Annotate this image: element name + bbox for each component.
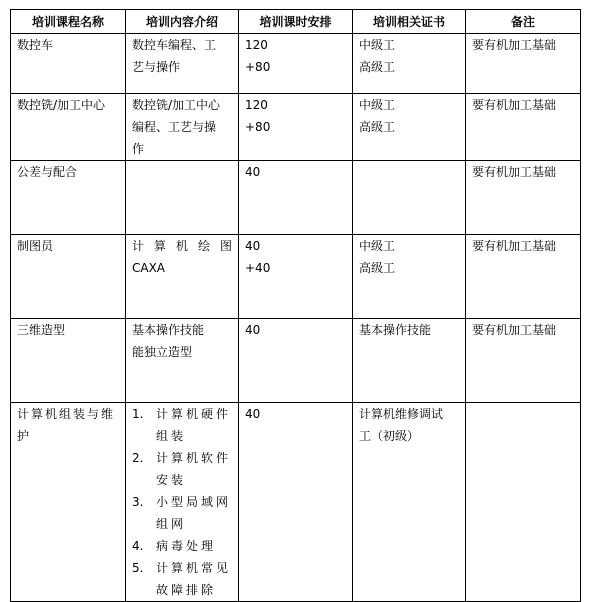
course-name-cell [11, 403, 126, 602]
table-row [11, 235, 581, 319]
course-name-cell [11, 319, 126, 403]
notes-cell [466, 34, 581, 94]
hours-line: +80 [245, 60, 271, 74]
course-name-cell [11, 161, 126, 235]
list-line: 病毒处理 [156, 539, 217, 553]
course-name: 护 [17, 429, 30, 443]
list-line: 计算机常见 [156, 561, 232, 575]
content-line: 数控车编程、工 [132, 38, 217, 52]
hours-line: 40 [245, 165, 261, 179]
list-number: 4. [132, 539, 144, 553]
content-line: 基本操作技能 [132, 323, 205, 337]
certificate-line: 中级工 [359, 239, 396, 253]
list-item [132, 403, 232, 447]
header-course-name: 培训课程名称 [11, 10, 126, 34]
hours-cell [239, 319, 353, 403]
course-name-cell [11, 94, 126, 161]
notes-line: 要有机加工基础 [472, 165, 557, 179]
certificate-line: 基本操作技能 [359, 323, 432, 337]
hours-cell [239, 403, 353, 602]
header-certificate: 培训相关证书 [353, 10, 466, 34]
content-line [132, 235, 232, 257]
hours-line: 120 [245, 98, 268, 112]
header-content: 培训内容介绍 [126, 10, 239, 34]
notes-line: 要有机加工基础 [472, 98, 557, 112]
certificate-cell [353, 94, 466, 161]
content-cell [126, 403, 239, 602]
table-row [11, 161, 581, 235]
table-row [11, 403, 581, 602]
certificate-cell [353, 319, 466, 403]
training-course-table [10, 9, 581, 602]
list-line: 计算机硬件 [156, 407, 232, 421]
course-name: 数控铣/加工中心 [17, 98, 106, 112]
table-row [11, 34, 581, 94]
content-cell [126, 319, 239, 403]
content-word: 机 [175, 239, 188, 253]
list-item [132, 447, 232, 491]
content-line: 编程、工艺与操 [132, 120, 217, 134]
hours-line: +80 [245, 120, 271, 134]
certificate-line: 中级工 [359, 98, 396, 112]
hours-cell [239, 94, 353, 161]
list-number: 5. [132, 561, 144, 575]
list-number: 1. [132, 407, 144, 421]
certificate-line: 高级工 [359, 120, 396, 134]
notes-line: 要有机加工基础 [472, 38, 557, 52]
course-name: 数控车 [17, 38, 54, 52]
list-line: 组装 [156, 429, 187, 443]
notes-cell [466, 403, 581, 602]
certificate-cell [353, 403, 466, 602]
content-cell [126, 94, 239, 161]
list-line: 组网 [156, 517, 187, 531]
content-cell [126, 235, 239, 319]
hours-cell [239, 235, 353, 319]
content-word: 计 [132, 239, 145, 253]
content-line: 数控铣/加工中心 [132, 98, 221, 112]
hours-cell [239, 161, 353, 235]
notes-line: 要有机加工基础 [472, 239, 557, 253]
certificate-line: 计算机维修调试 [359, 407, 444, 421]
certificate-cell [353, 161, 466, 235]
notes-cell [466, 161, 581, 235]
certificate-cell [353, 34, 466, 94]
content-word: 图 [219, 239, 232, 253]
list-item [132, 491, 232, 535]
hours-line: 40 [245, 323, 261, 337]
list-line: 计算机软件 [156, 451, 232, 465]
list-line: 小型局域网 [156, 495, 232, 509]
certificate-line: 工（初级） [359, 429, 420, 443]
content-line: 艺与操作 [132, 60, 181, 74]
course-name: 三维造型 [17, 323, 66, 337]
header-row [11, 10, 581, 34]
certificate-line: 中级工 [359, 38, 396, 52]
content-word: 算 [153, 239, 166, 253]
notes-cell [466, 319, 581, 403]
content-line: CAXA [132, 261, 166, 275]
hours-line: 120 [245, 38, 268, 52]
list-number: 2. [132, 451, 144, 465]
content-cell [126, 161, 239, 235]
header-hours: 培训课时安排 [239, 10, 353, 34]
table-row [11, 94, 581, 161]
content-cell [126, 34, 239, 94]
content-line: 作 [132, 142, 145, 156]
notes-cell [466, 94, 581, 161]
hours-line: 40 [245, 407, 261, 421]
notes-cell [466, 235, 581, 319]
hours-line: +40 [245, 261, 271, 275]
header-notes: 备注 [466, 10, 581, 34]
list-number: 3. [132, 495, 144, 509]
course-name-cell [11, 235, 126, 319]
certificate-line: 高级工 [359, 60, 396, 74]
certificate-cell [353, 235, 466, 319]
hours-line: 40 [245, 239, 261, 253]
course-name: 制图员 [17, 239, 54, 253]
course-name: 计算机组装与维 [17, 407, 116, 421]
list-line: 故障排除 [156, 583, 217, 597]
list-line: 安装 [156, 473, 187, 487]
content-line: 能独立造型 [132, 345, 193, 359]
content-word: 绘 [197, 239, 210, 253]
list-item [132, 557, 232, 601]
notes-line: 要有机加工基础 [472, 323, 557, 337]
course-name-cell [11, 34, 126, 94]
hours-cell [239, 34, 353, 94]
list-item [132, 535, 232, 557]
certificate-line: 高级工 [359, 261, 396, 275]
course-name: 公差与配合 [17, 165, 78, 179]
table-row [11, 319, 581, 403]
